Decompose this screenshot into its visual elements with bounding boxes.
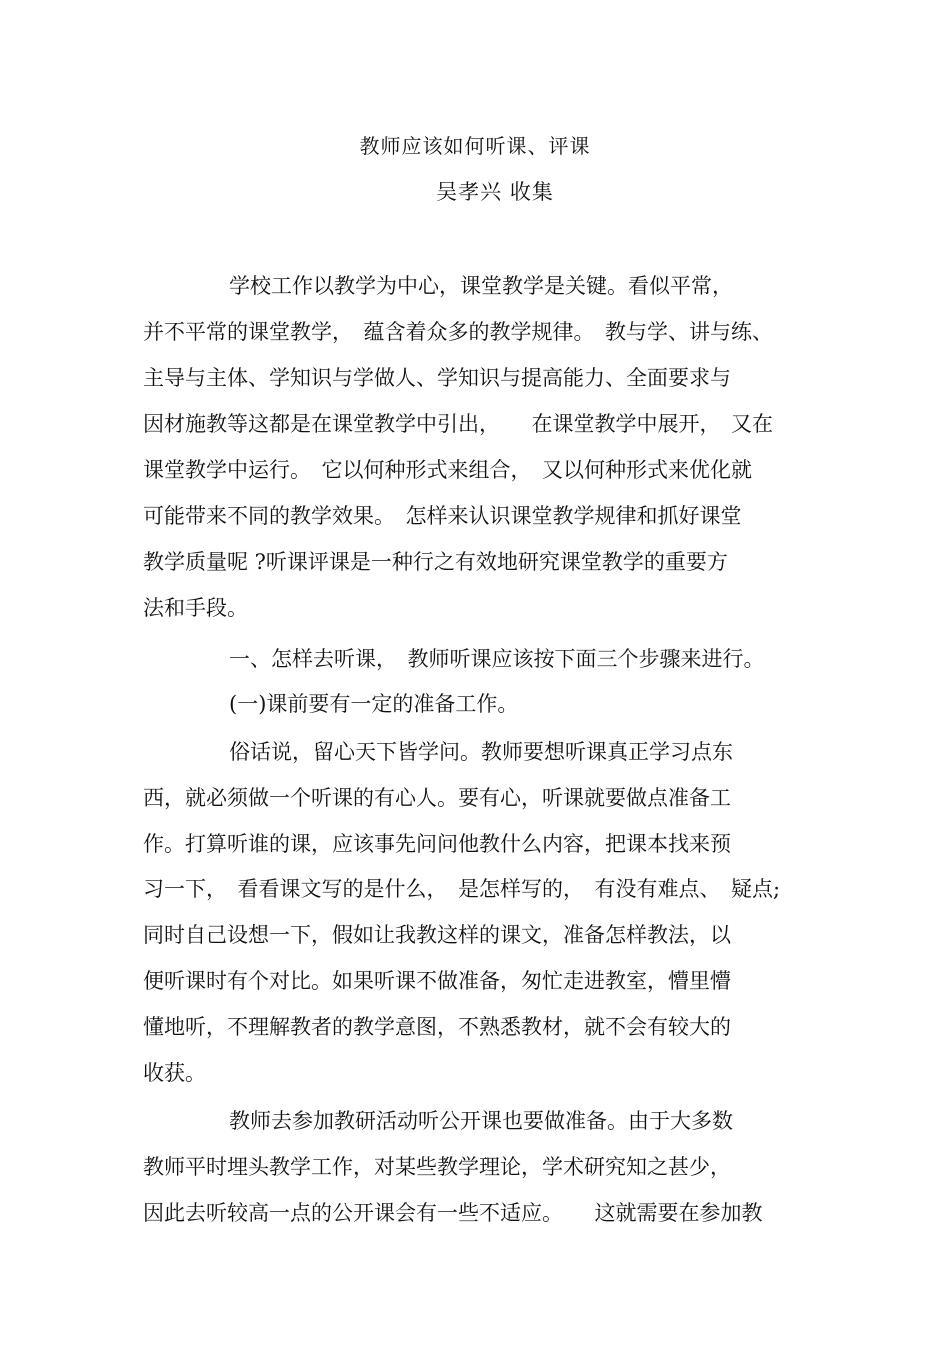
paragraph-line: 并不平常的课堂教学， 蕴含着众多的教学规律。 教与学、讲与练、 bbox=[143, 320, 773, 344]
paragraph-line: 便听课时有个对比。如果听课不做准备，匆忙走进教室，懵里懵 bbox=[143, 969, 731, 993]
paragraph-line: 因材施教等这都是在课堂教学中引出， 在课堂教学中展开， 又在 bbox=[143, 412, 773, 436]
paragraph-line: 法和手段。 bbox=[143, 596, 248, 620]
document-author: 吴孝兴 收集 bbox=[436, 180, 554, 204]
paragraph-line: 西，就必须做一个听课的有心人。要有心，听课就要做点准备工 bbox=[143, 786, 731, 810]
paragraph-line: 主导与主体、学知识与学做人、学知识与提高能力、全面要求与 bbox=[143, 366, 731, 390]
paragraph-line: 收获。 bbox=[143, 1061, 206, 1085]
paragraph-line: 作。打算听谁的课，应该事先问问他教什么内容，把课本找来预 bbox=[143, 832, 731, 856]
paragraph-line: 学校工作以教学为中心，课堂教学是关键。看似平常， bbox=[229, 274, 733, 298]
paragraph-line: 因此去听较高一点的公开课会有一些不适应。 这就需要在参加教 bbox=[143, 1201, 763, 1225]
paragraph-line: 同时自己设想一下，假如让我教这样的课文，准备怎样教法，以 bbox=[143, 923, 731, 947]
subsection-heading: (一)课前要有一定的准备工作。 bbox=[229, 692, 519, 716]
paragraph-line: 教学质量呢 ?听课评课是一种行之有效地研究课堂教学的重要方 bbox=[143, 550, 728, 574]
paragraph-line: 教师去参加教研活动听公开课也要做准备。由于大多数 bbox=[229, 1109, 733, 1133]
paragraph-line: 俗话说，留心天下皆学问。教师要想听课真正学习点东 bbox=[229, 740, 733, 764]
section-heading: 一、怎样去听课， 教师听课应该按下面三个步骤来进行。 bbox=[229, 647, 765, 671]
paragraph-line: 课堂教学中运行。 它以何种形式来组合， 又以何种形式来优化就 bbox=[143, 458, 752, 482]
paragraph-line: 教师平时埋头教学工作，对某些教学理论，学术研究知之甚少， bbox=[143, 1155, 731, 1179]
document-title: 教师应该如何听课、评课 bbox=[359, 134, 591, 158]
paragraph-line: 习一下， 看看课文写的是什么， 是怎样写的， 有没有难点、 疑点; bbox=[143, 877, 781, 901]
paragraph-line: 懂地听，不理解教者的教学意图，不熟悉教材，就不会有较大的 bbox=[143, 1015, 731, 1039]
paragraph-line: 可能带来不同的教学效果。 怎样来认识课堂教学规律和抓好课堂 bbox=[143, 504, 742, 528]
